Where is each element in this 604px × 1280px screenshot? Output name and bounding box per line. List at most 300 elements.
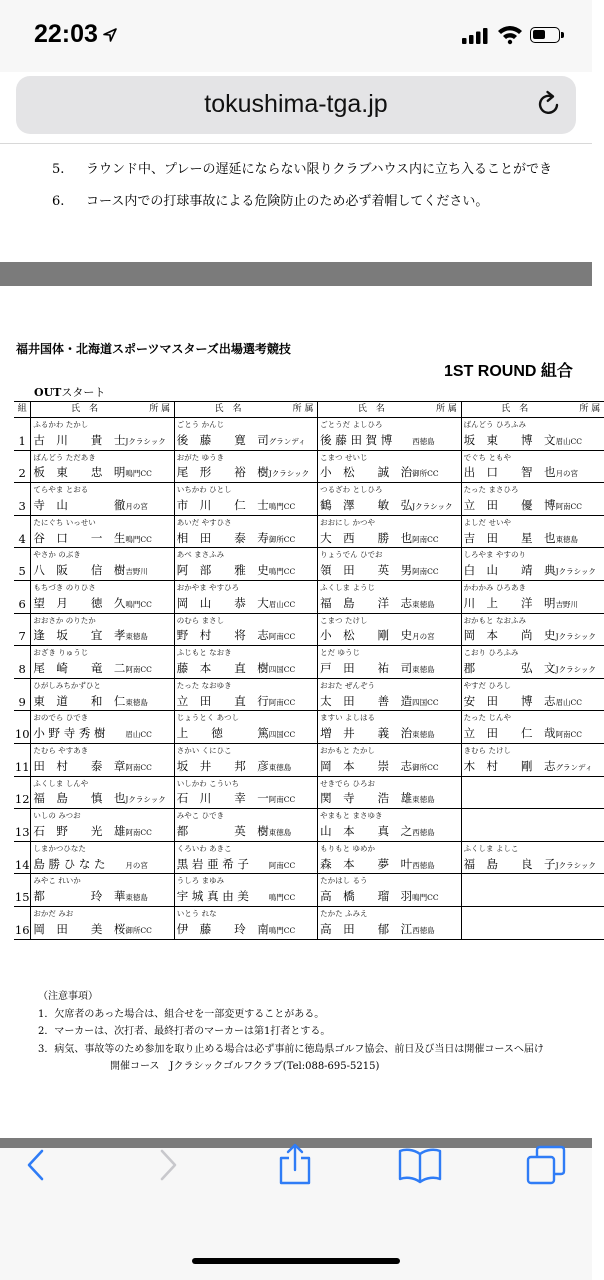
player-name: 寺 山 徹 <box>33 497 126 512</box>
player-club: 眉山CC <box>125 730 152 740</box>
player-kana: りょうでん ひでお <box>318 548 461 563</box>
player-cell <box>461 628 604 645</box>
header-player-4 <box>461 402 604 418</box>
player-kana: みやこ れいか <box>31 874 174 889</box>
player-cell <box>318 531 461 548</box>
player-cell <box>31 759 174 776</box>
player-cell <box>31 433 174 450</box>
player-cell <box>461 857 604 874</box>
player-kana <box>461 874 604 889</box>
player-name: 岡 山 恭 大 <box>176 595 269 610</box>
header-name: 氏 名 <box>214 404 242 415</box>
player-cell <box>318 465 461 482</box>
rule-number: 5. <box>52 162 65 177</box>
player-cell <box>174 922 317 939</box>
player-name: 出 口 智 也 <box>463 465 556 480</box>
player-kana: たむら やすあき <box>31 743 174 758</box>
rule-text: ラウンド中、プレーの遅延にならない限りクラブハウス内に立ち入ることができ <box>86 162 553 177</box>
note-item: 2．マーカーは、次打者、最終打者のマーカーは第1打者とする。 <box>38 1026 331 1037</box>
player-kana: いとう れな <box>174 906 317 921</box>
group-cell <box>14 450 31 465</box>
player-name: 坂 東 博 文 <box>463 432 556 447</box>
player-name: 鶴 澤 敏 弘 <box>320 497 413 512</box>
player-cell <box>31 465 174 482</box>
player-kana: おおた ぜんぞう <box>318 678 461 693</box>
player-kana: おおさか のりたか <box>31 613 174 628</box>
player-club: グランディ <box>268 436 306 446</box>
player-cell <box>31 596 174 613</box>
player-kana <box>461 809 604 824</box>
player-kana: こおり ひろふみ <box>461 646 604 661</box>
rule-item <box>52 158 552 177</box>
player-club: 東徳島 <box>412 664 435 674</box>
player-cell <box>31 726 174 743</box>
address-bar[interactable] <box>16 76 576 134</box>
group-number: 3 <box>14 498 31 515</box>
player-name: 坂 井 邦 彦 <box>176 758 269 773</box>
player-name: 石 川 幸 一 <box>176 791 269 806</box>
player-club: 西徳島 <box>412 925 435 935</box>
player-cell <box>318 694 461 711</box>
home-indicator[interactable] <box>192 1258 400 1264</box>
table-row <box>14 857 604 874</box>
player-club: 東徳島 <box>125 632 148 642</box>
player-kana <box>461 776 604 791</box>
notes-heading: （注意事項） <box>38 991 98 1002</box>
header-club: 所 属 <box>579 404 601 415</box>
player-cell <box>461 922 604 939</box>
player-kana: くろいわ あきこ <box>174 841 317 856</box>
header-club: 所 属 <box>292 404 314 415</box>
player-kana: おのでら ひでき <box>31 711 174 726</box>
player-club: 鳴門CC <box>125 534 152 544</box>
player-name: 領 田 英 男 <box>320 563 413 578</box>
url-text[interactable]: tokushima-tga.jp <box>204 90 388 118</box>
player-club: 東徳島 <box>412 599 435 609</box>
player-name: 高 橋 瑠 羽 <box>320 889 413 904</box>
player-cell <box>461 824 604 841</box>
player-kana: こまつ せいじ <box>318 450 461 465</box>
note-item: 3．病気、事故等のため参加を取り止める場合は必ず事前に徳島県ゴルフ協会、前日及び当日は開催コースへ届け <box>38 1043 544 1055</box>
group-number: 9 <box>14 694 31 711</box>
player-cell <box>174 726 317 743</box>
player-cell <box>318 661 461 678</box>
player-name: 市 川 仁 士 <box>176 497 269 512</box>
player-kana: ばんどう ただあき <box>31 450 174 465</box>
table-row <box>14 433 604 450</box>
group-cell <box>14 613 31 628</box>
player-name: 尾 崎 竜 二 <box>33 660 126 675</box>
table-row <box>14 531 604 548</box>
player-kana: たった じんや <box>461 711 604 726</box>
group-cell <box>14 841 31 856</box>
player-name: 川 上 洋 明 <box>463 595 556 610</box>
rule-number: 6. <box>52 194 65 209</box>
player-kana: てらやま とおる <box>31 483 174 498</box>
header-name: 氏 名 <box>357 404 385 415</box>
group-number: 15 <box>14 889 31 906</box>
table-row <box>14 743 604 758</box>
player-kana: でぐち ともや <box>461 450 604 465</box>
player-name: 田 村 泰 章 <box>33 758 126 773</box>
table-row <box>14 483 604 498</box>
player-name: 石 野 光 雄 <box>33 823 126 838</box>
player-name: 白 山 靖 典 <box>463 563 556 578</box>
group-cell <box>14 580 31 595</box>
player-kana: おかもと なおふみ <box>461 613 604 628</box>
player-cell <box>318 889 461 906</box>
player-club: 阿南CC <box>268 697 296 707</box>
player-name: 東 道 和 仁 <box>33 693 126 708</box>
player-cell <box>174 857 317 874</box>
header-club: 所 属 <box>149 404 171 415</box>
player-cell <box>318 759 461 776</box>
battery-terminal <box>561 32 564 38</box>
player-cell <box>174 694 317 711</box>
notes-section <box>38 988 544 1076</box>
player-cell <box>461 791 604 808</box>
status-time: 22:03 <box>34 20 98 48</box>
player-name: 関 寺 浩 雄 <box>320 791 413 806</box>
player-club: 四国CC <box>268 730 296 740</box>
document-title: 福井国体・北海道スポーツマスターズ出場選考競技 <box>16 342 291 356</box>
group-number: 14 <box>14 857 31 874</box>
player-club: Jクラシック <box>125 795 166 805</box>
player-name: 増 井 義 治 <box>320 726 413 741</box>
player-kana: いしかわ こういち <box>174 776 317 791</box>
player-name: 都 玲 華 <box>33 889 126 904</box>
player-cell <box>31 857 174 874</box>
player-name: 福 島 慎 也 <box>33 791 126 806</box>
player-cell <box>318 628 461 645</box>
player-name: 黒 岩 亜 希 子 <box>176 856 249 871</box>
player-name: 板 東 忠 明 <box>33 465 126 480</box>
player-club: 東徳島 <box>268 827 292 837</box>
table-row <box>14 465 604 482</box>
player-cell <box>318 824 461 841</box>
player-club: 阿南CC <box>412 567 439 577</box>
table-row <box>14 596 604 613</box>
table-row <box>14 646 604 661</box>
player-club: 眉山CC <box>555 436 583 446</box>
table-row <box>14 776 604 791</box>
player-cell <box>461 726 604 743</box>
table-row <box>14 628 604 645</box>
player-name: 藤 本 直 樹 <box>176 660 269 675</box>
player-name: 高 田 郁 江 <box>320 921 413 936</box>
player-cell <box>174 596 317 613</box>
player-club: 月の宮 <box>125 501 148 511</box>
player-cell <box>174 889 317 906</box>
player-kana: とだ ゆうじ <box>318 646 461 661</box>
player-kana: みやこ ひでき <box>174 809 317 824</box>
player-kana: もちづき のりひさ <box>31 580 174 595</box>
wifi-icon <box>497 24 523 44</box>
player-cell <box>318 791 461 808</box>
forward-icon[interactable] <box>156 1148 180 1182</box>
player-kana: ごとう かんじ <box>174 418 317 433</box>
table-row <box>14 841 604 856</box>
player-cell <box>318 563 461 580</box>
player-cell <box>31 889 174 906</box>
player-cell <box>461 694 604 711</box>
bookmarks-icon[interactable] <box>397 1146 443 1184</box>
player-name: 相 田 泰 寿 <box>176 530 269 545</box>
group-cell <box>14 743 31 758</box>
player-club: 吉野川 <box>125 567 148 577</box>
player-kana: よしだ せいや <box>461 515 604 530</box>
player-club: 鳴門CC <box>125 599 152 609</box>
group-number: 6 <box>14 596 31 613</box>
player-name: 岡 本 尚 史 <box>463 628 556 643</box>
player-name: 小 松 誠 治 <box>320 465 413 480</box>
player-name: 福 島 洋 志 <box>320 595 413 610</box>
out-label: OUT <box>34 386 62 399</box>
player-kana: ふくしま ようじ <box>318 580 461 595</box>
player-cell <box>461 563 604 580</box>
player-club: 鳴門CC <box>412 893 439 903</box>
player-cell <box>461 759 604 776</box>
player-kana: うしろ まゆみ <box>174 874 317 889</box>
player-kana: たかはし るう <box>318 874 461 889</box>
player-cell <box>461 498 604 515</box>
share-icon[interactable] <box>277 1140 313 1186</box>
player-kana: しろやま やすのり <box>461 548 604 563</box>
player-club: 阿南CC <box>125 762 152 772</box>
player-kana: たった なおゆき <box>174 678 317 693</box>
player-name: 大 西 勝 也 <box>320 530 413 545</box>
group-number: 4 <box>14 531 31 548</box>
player-kana: あべ まさふみ <box>174 548 317 563</box>
player-name: 尾 形 裕 樹 <box>176 465 269 480</box>
player-club: グランディ <box>555 762 593 772</box>
player-cell <box>461 889 604 906</box>
player-kana: いちかわ ひとし <box>174 483 317 498</box>
player-cell <box>174 465 317 482</box>
header-name: 氏 名 <box>71 404 99 415</box>
table-row <box>14 515 604 530</box>
player-club: 阿南CC <box>268 795 296 805</box>
page-break <box>0 262 592 286</box>
player-name: 木 村 剛 志 <box>463 758 556 773</box>
player-club: Jクラシック <box>125 436 166 446</box>
player-cell <box>318 857 461 874</box>
player-kana: たった まさひろ <box>461 483 604 498</box>
player-club: 西徳島 <box>412 827 435 837</box>
player-name: 島 勝 ひ な た <box>33 856 106 871</box>
player-kana: ふじもと なおき <box>174 646 317 661</box>
pairings-table <box>14 401 604 940</box>
group-number: 13 <box>14 824 31 841</box>
player-kana: ごとうだ よしひろ <box>318 418 461 433</box>
player-kana <box>461 906 604 921</box>
player-club: 阿南CC <box>125 827 152 837</box>
group-number: 10 <box>14 726 31 743</box>
group-cell <box>14 548 31 563</box>
group-cell <box>14 711 31 726</box>
player-kana: やすだ ひろし <box>461 678 604 693</box>
table-row <box>14 726 604 743</box>
player-name: 郡 弘 文 <box>463 660 556 675</box>
header-club: 所 属 <box>435 404 457 415</box>
table-header-row <box>14 402 604 418</box>
player-club: 西徳島 <box>412 436 435 446</box>
player-name: 太 田 善 造 <box>320 693 413 708</box>
group-cell <box>14 483 31 498</box>
player-kana: じょうとく あつし <box>174 711 317 726</box>
table-row <box>14 580 604 595</box>
player-kana: おおにし かつや <box>318 515 461 530</box>
group-number: 5 <box>14 563 31 580</box>
player-club: 四国CC <box>268 664 296 674</box>
pairings-body <box>14 418 604 940</box>
player-cell <box>318 726 461 743</box>
player-club: 阿南CC <box>125 664 152 674</box>
player-club: Jクラシック <box>555 860 596 870</box>
player-name: 立 田 優 博 <box>463 497 556 512</box>
tabs-icon[interactable] <box>524 1144 568 1186</box>
player-kana: たにぐち いっせい <box>31 515 174 530</box>
player-name: 小 野 寺 秀 樹 <box>33 726 106 741</box>
player-club: 御所CC <box>125 925 152 935</box>
group-cell <box>14 874 31 889</box>
player-club: 御所CC <box>412 469 439 479</box>
player-club: Jクラシック <box>412 501 453 511</box>
start-label: スタート <box>61 386 106 399</box>
table-row <box>14 906 604 921</box>
table-row <box>14 613 604 628</box>
player-club: 東徳島 <box>412 730 435 740</box>
player-club: 鳴門CC <box>268 567 296 577</box>
header-player-2 <box>174 402 317 418</box>
battery-icon <box>530 27 560 43</box>
player-club: Jクラシック <box>555 567 596 577</box>
player-club: 東徳島 <box>412 795 435 805</box>
player-cell <box>174 628 317 645</box>
player-club: 阿南CC <box>268 632 296 642</box>
player-club: 西徳島 <box>412 860 435 870</box>
player-kana: たかた ふみえ <box>318 906 461 921</box>
player-kana: おかやま やすひろ <box>174 580 317 595</box>
player-cell <box>31 531 174 548</box>
player-cell <box>318 433 461 450</box>
player-kana: しまかつひなた <box>31 841 174 856</box>
player-kana: おがた ゆうき <box>174 450 317 465</box>
player-kana: おかだ みお <box>31 906 174 921</box>
player-kana: あいだ やすひさ <box>174 515 317 530</box>
player-cell <box>31 498 174 515</box>
player-kana: ひがしみちかずひと <box>31 678 174 693</box>
player-kana: ふくしま しんや <box>31 776 174 791</box>
player-name: 福 島 良 子 <box>463 856 556 871</box>
player-kana: せきでら ひろお <box>318 776 461 791</box>
reload-icon[interactable] <box>536 90 562 118</box>
player-name: 谷 口 一 生 <box>33 530 126 545</box>
player-name: 伊 藤 玲 南 <box>176 921 269 936</box>
player-cell <box>31 563 174 580</box>
group-cell <box>14 515 31 530</box>
table-row <box>14 759 604 776</box>
player-club: 東徳島 <box>125 893 148 903</box>
player-kana: さかい くにひこ <box>174 743 317 758</box>
table-row <box>14 548 604 563</box>
group-number: 7 <box>14 628 31 645</box>
player-club: 御所CC <box>268 534 296 544</box>
venue-line: 開催コース Jクラシックゴルフクラブ(Tel:088-695-5215) <box>110 1061 380 1072</box>
player-name: 古 川 貴 士 <box>33 432 126 447</box>
player-name: 阿 部 雅 史 <box>176 563 269 578</box>
player-cell <box>318 922 461 939</box>
player-cell <box>318 498 461 515</box>
table-row <box>14 711 604 726</box>
player-club: 鳴門CC <box>268 925 296 935</box>
player-cell <box>461 596 604 613</box>
player-club: 阿南CC <box>268 860 296 870</box>
player-name: 立 田 仁 哉 <box>463 726 556 741</box>
player-name: 岡 田 美 桜 <box>33 921 126 936</box>
player-club: 月の宮 <box>412 632 435 642</box>
player-name: 都 英 樹 <box>176 823 269 838</box>
player-club: 眉山CC <box>268 599 296 609</box>
table-row <box>14 678 604 693</box>
group-cell <box>14 809 31 824</box>
player-kana: ふるかわ たかし <box>31 418 174 433</box>
group-cell <box>14 418 31 433</box>
player-club: Jクラシック <box>268 469 310 479</box>
player-club: 四国CC <box>412 697 439 707</box>
player-kana: もりもと ゆめか <box>318 841 461 856</box>
player-kana: おかもと たかし <box>318 743 461 758</box>
player-club: 鳴門CC <box>268 893 296 903</box>
back-icon[interactable] <box>24 1148 48 1182</box>
player-cell <box>318 596 461 613</box>
header-player-1 <box>31 402 174 418</box>
player-club: 鳴門CC <box>268 501 296 511</box>
group-cell <box>14 646 31 661</box>
player-kana: かわかみ ひろあき <box>461 580 604 595</box>
player-cell <box>31 694 174 711</box>
player-cell <box>31 791 174 808</box>
player-kana: やまもと まさゆき <box>318 809 461 824</box>
player-club: 阿南CC <box>555 501 583 511</box>
player-name: 立 田 直 行 <box>176 693 269 708</box>
group-number: 12 <box>14 791 31 808</box>
player-cell <box>31 922 174 939</box>
group-number: 16 <box>14 922 31 939</box>
player-name: 森 本 夢 叶 <box>320 856 413 871</box>
player-club: 東徳島 <box>268 762 292 772</box>
out-start-label <box>34 384 105 400</box>
player-name: 小 松 剛 史 <box>320 628 413 643</box>
group-number: 8 <box>14 661 31 678</box>
group-cell <box>14 776 31 791</box>
player-club: 東徳島 <box>125 697 148 707</box>
round-title: 1ST ROUND 組合 <box>444 363 573 380</box>
player-name: 八 阪 信 樹 <box>33 563 126 578</box>
player-kana: ますい よしはる <box>318 711 461 726</box>
player-club: 月の宮 <box>125 860 148 870</box>
player-name: 望 月 徳 久 <box>33 595 126 610</box>
player-name: 戸 田 祐 司 <box>320 660 413 675</box>
player-cell <box>31 824 174 841</box>
player-cell <box>174 563 317 580</box>
player-kana: ふくしま よしこ <box>461 841 604 856</box>
player-name: 野 村 将 志 <box>176 628 269 643</box>
player-name: 岡 本 崇 志 <box>320 758 413 773</box>
player-club: 阿南CC <box>412 534 439 544</box>
header-player-3 <box>318 402 461 418</box>
player-club: 御所CC <box>412 762 439 772</box>
